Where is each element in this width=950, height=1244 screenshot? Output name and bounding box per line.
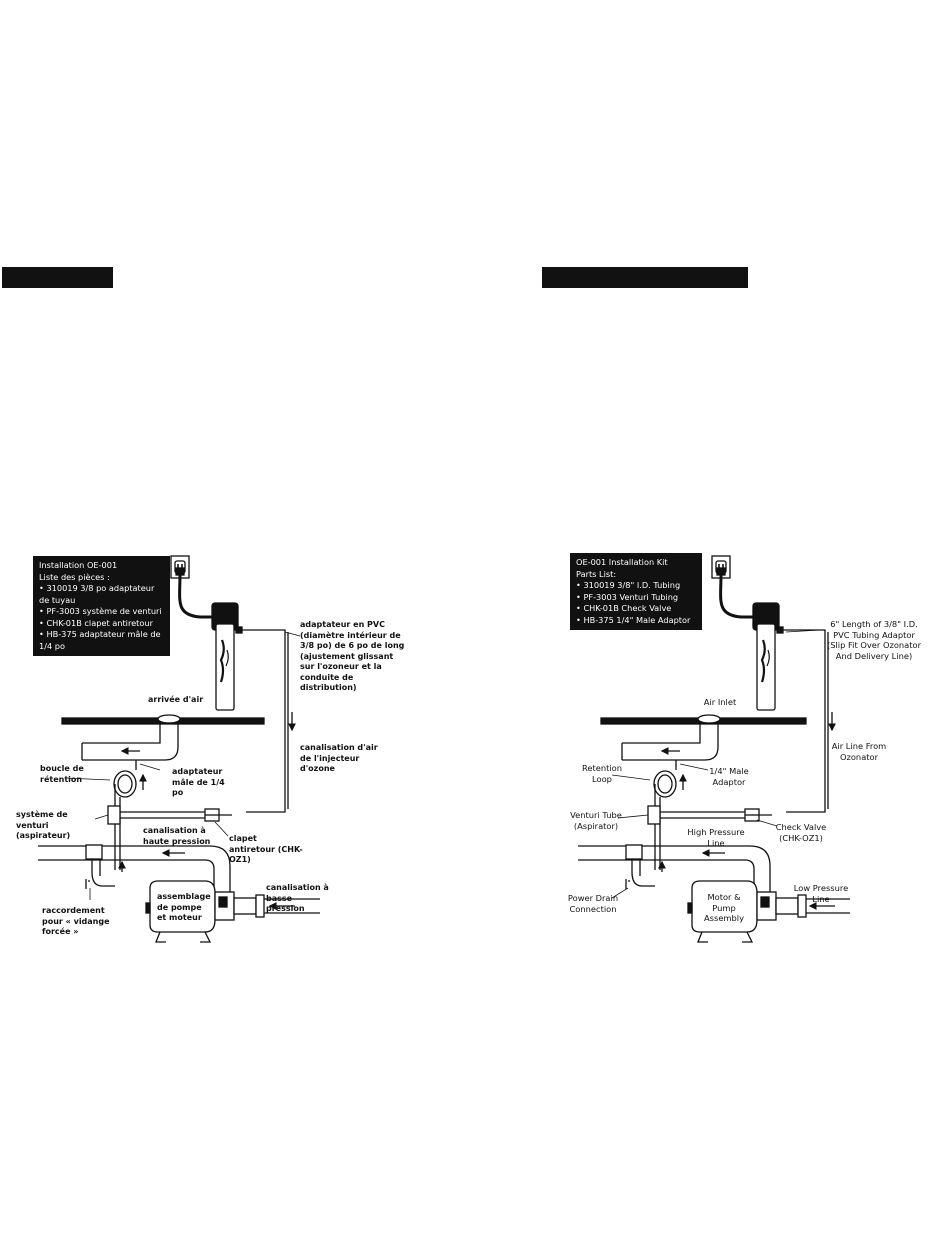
left-ozonator (212, 603, 242, 710)
left-parts-subtitle: Liste des pièces : (39, 571, 110, 582)
left-label-air-line: canalisation d'air de l'injecteur d'ozone (300, 743, 378, 773)
left-parts-list-box (33, 556, 170, 656)
right-part-item: • HB-375 1/4" Male Adaptor (576, 615, 696, 627)
right-part-item: • CHK-01B Check Valve (576, 603, 696, 615)
left-label-pvc-adapter: adaptateur en PVC (diamètre intérieur de 3/8 po) de 6 po de long (ajustement glissant sur l'ozoneur et la conduite de distribution) (300, 620, 405, 692)
left-label-low-pressure: canalisation à basse pression (266, 883, 329, 913)
right-label-retention-loop: Retention Loop (581, 763, 622, 784)
left-parts-items (39, 583, 164, 652)
left-wall-outlet (171, 556, 189, 578)
right-label-pump: Motor & Pump Assembly (704, 892, 744, 923)
right-label-low-pressure: Low Pressure Line (793, 883, 849, 904)
right-parts-title: OE-001 Installation Kit (576, 557, 668, 567)
left-parts-title: Installation OE-001 (39, 560, 118, 570)
left-label-retention-loop: boucle de rétention (40, 764, 84, 784)
right-part-item: • PF-3003 Venturi Tubing (576, 592, 696, 604)
left-label-drain: raccordement pour « vidange forcée » (42, 906, 110, 936)
right-label-check-valve: Check Valve (CHK-OZ1) (775, 822, 827, 843)
right-parts-list-box (570, 553, 702, 630)
left-label-check-valve: clapet antiretour (CHK-OZ1) (229, 834, 303, 864)
left-label-high-pressure: canalisation à haute pression (143, 826, 211, 846)
left-label-male-adapter: adaptateur mâle de 1/4 po (172, 767, 225, 797)
left-part-item: • CHK-01B clapet antiretour (39, 618, 164, 630)
right-label-drain: Power Drain Connection (567, 893, 619, 914)
left-label-air-inlet: arrivée d'air (148, 695, 204, 704)
right-ozonator (753, 603, 783, 710)
right-wall-outlet (712, 556, 730, 578)
left-part-item: • 310019 3/8 po adaptateur de tuyau (39, 583, 164, 606)
right-part-item: • 310019 3/8" I.D. Tubing (576, 580, 696, 592)
right-label-venturi: Venturi Tube (Aspirator) (570, 810, 622, 831)
right-parts-subtitle: Parts List: (576, 568, 617, 579)
right-label-male-adapter: 1/4" Male Adaptor (709, 766, 749, 787)
left-part-item: • PF-3003 système de venturi (39, 606, 164, 618)
right-label-air-inlet: Air Inlet (703, 697, 737, 707)
left-label-venturi: système de venturi (aspirateur) (16, 810, 71, 840)
right-label-high-pressure: High Pressure Line (687, 827, 745, 848)
left-part-item: • HB-375 adaptateur mâle de 1/4 po (39, 629, 164, 652)
left-label-pump: assemblage de pompe et moteur (157, 892, 211, 922)
right-label-air-line: Air Line From Ozonator (831, 741, 887, 762)
right-parts-items (576, 580, 696, 626)
right-label-pvc-adapter: 6" Length of 3/8" I.D. PVC Tubing Adaptor (Slip Fit Over Ozonator And Delivery Line) (826, 619, 922, 661)
